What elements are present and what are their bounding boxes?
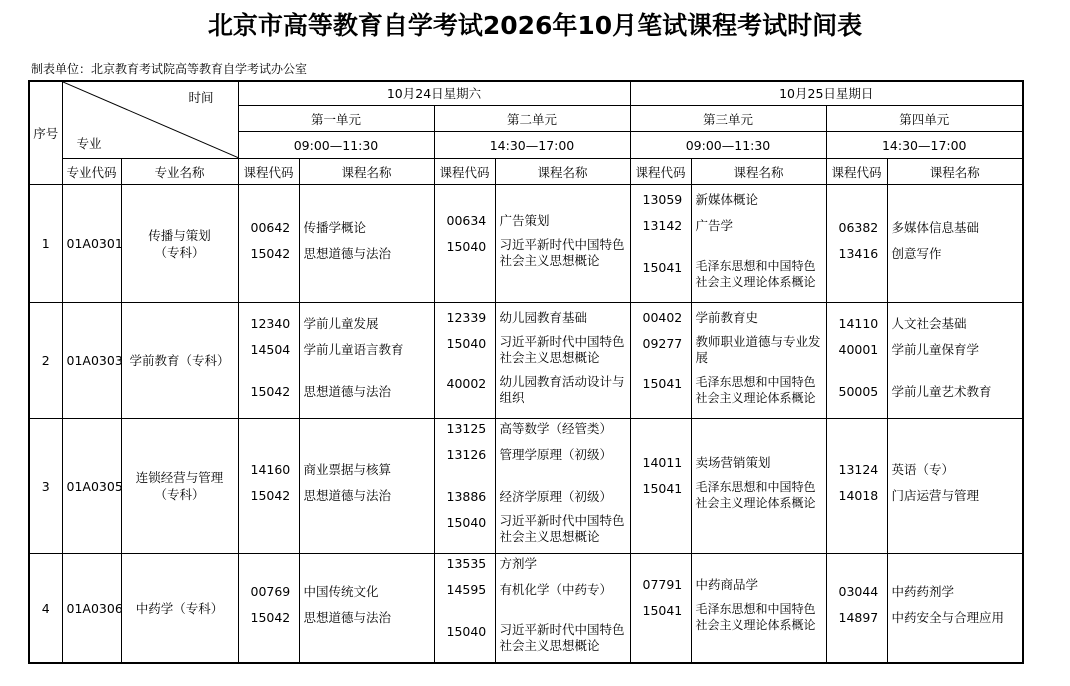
course-code: 13886 (446, 489, 487, 504)
course-code: 09277 (642, 335, 683, 351)
course-code: 14160 (250, 462, 291, 477)
course-code: 15041 (642, 375, 683, 391)
course-code-cell (434, 303, 495, 419)
course-name: 习近平新时代中国特色社会主义思想概论 (499, 513, 625, 544)
time-label: 时间 (188, 90, 214, 105)
course-name: 学前儿童语言教育 (303, 341, 404, 357)
course-name: 新媒体概论 (695, 191, 759, 207)
course-code: 00402 (642, 309, 683, 325)
course-name-cell (495, 554, 630, 664)
course-code-cell (434, 554, 495, 664)
course-name: 经济学原理（初级） (499, 489, 613, 504)
table-row (29, 554, 1023, 664)
course-code: 14110 (838, 315, 879, 331)
day2-header: 10月25日星期日 (630, 81, 1023, 105)
course-code: 00634 (446, 212, 487, 228)
course-code: 13059 (642, 191, 683, 207)
course-code: 06382 (838, 219, 879, 235)
course-name: 毛泽东思想和中国特色社会主义理论体系概论 (695, 258, 816, 289)
seq-header: 序号 (29, 81, 62, 185)
course-name: 毛泽东思想和中国特色社会主义理论体系概论 (695, 602, 816, 632)
course-name-cell (691, 554, 826, 664)
course-code-header: 课程代码 (826, 159, 887, 185)
course-name: 幼儿园教育活动设计与组织 (499, 373, 625, 405)
course-name-header: 课程名称 (299, 159, 434, 185)
course-name: 门店运营与管理 (891, 488, 980, 503)
issuer-line: 制表单位：北京教育考试院高等教育自学考试办公室 (31, 62, 308, 76)
course-name: 学前儿童艺术教育 (891, 383, 992, 399)
course-name: 毛泽东思想和中国特色社会主义理论体系概论 (695, 480, 816, 510)
course-name: 中药安全与合理应用 (891, 610, 1005, 625)
course-name: 中国传统文化 (303, 584, 379, 599)
course-name: 毛泽东思想和中国特色社会主义理论体系概论 (695, 374, 816, 405)
course-name-cell (299, 554, 434, 664)
course-code: 14011 (642, 455, 683, 470)
page-title: 北京市高等教育自学考试2026年10月笔试课程考试时间表 (207, 11, 863, 40)
major-name: 连锁经营与管理 （专科） (121, 419, 238, 554)
unit1-time: 09:00—11:30 (238, 132, 434, 159)
course-code-cell (826, 303, 887, 419)
course-name: 传播学概论 (303, 219, 367, 235)
course-code-cell (630, 554, 691, 664)
course-code-cell (238, 419, 299, 554)
major-code: 01A0305 (62, 419, 121, 554)
course-name-cell (887, 185, 1023, 303)
course-name-cell (691, 185, 826, 303)
course-name: 商业票据与核算 (303, 462, 392, 477)
day1-header: 10月24日星期六 (238, 81, 630, 105)
course-name: 思想道德与法治 (303, 488, 392, 503)
course-code-cell (826, 554, 887, 664)
major-code: 01A0301 (62, 185, 121, 303)
course-name: 学前儿童保育学 (891, 341, 980, 357)
course-name: 习近平新时代中国特色社会主义思想概论 (499, 333, 625, 365)
course-code: 00769 (250, 584, 291, 599)
course-name-header: 课程名称 (495, 159, 630, 185)
course-code: 15042 (250, 383, 291, 399)
course-code: 50005 (838, 383, 879, 399)
course-name-cell (495, 185, 630, 303)
course-code-cell (826, 419, 887, 554)
course-code: 14897 (838, 610, 879, 625)
course-name: 教师职业道德与专业发展 (695, 333, 821, 365)
course-name: 学前儿童发展 (303, 315, 379, 331)
course-name-header: 课程名称 (691, 159, 826, 185)
course-code: 15041 (642, 481, 683, 496)
row-seq: 3 (29, 419, 62, 554)
course-code: 13124 (838, 462, 879, 477)
course-code-cell (630, 303, 691, 419)
major-code-header: 专业代码 (62, 159, 121, 185)
course-code: 15040 (446, 624, 487, 639)
course-code: 13535 (446, 556, 487, 571)
course-code-cell (434, 419, 495, 554)
row-seq: 2 (29, 303, 62, 419)
course-code: 13416 (838, 245, 879, 261)
unit2-name: 第二单元 (434, 105, 630, 132)
course-name: 思想道德与法治 (303, 245, 392, 261)
course-name: 卖场营销策划 (695, 455, 771, 470)
course-code-cell (238, 303, 299, 419)
course-code: 15041 (642, 259, 683, 275)
major-code: 01A0303 (62, 303, 121, 419)
course-code: 13125 (446, 421, 487, 436)
unit3-time: 09:00—11:30 (630, 132, 826, 159)
course-name: 广告策划 (499, 212, 550, 228)
course-code-cell (238, 554, 299, 664)
course-code: 40002 (446, 375, 487, 391)
course-name: 创意写作 (891, 245, 942, 261)
course-code: 15041 (642, 603, 683, 618)
course-name: 高等数学（经管类） (499, 421, 613, 436)
major-name: 中药学（专科） (121, 554, 238, 664)
unit1-name: 第一单元 (238, 105, 434, 132)
course-name-cell (691, 303, 826, 419)
course-code: 12340 (250, 315, 291, 331)
major-code: 01A0306 (62, 554, 121, 664)
course-code: 12339 (446, 309, 487, 325)
course-name: 习近平新时代中国特色社会主义思想概论 (499, 236, 625, 268)
course-name: 中药药剂学 (891, 584, 955, 599)
course-name-cell (299, 303, 434, 419)
course-name: 方剂学 (499, 556, 538, 571)
course-code: 15040 (446, 515, 487, 530)
exam-schedule-table (28, 80, 1024, 664)
course-code: 14504 (250, 341, 291, 357)
major-name: 学前教育（专科） (121, 303, 238, 419)
diagonal-header (62, 81, 238, 159)
course-name-cell (495, 419, 630, 554)
course-code: 03044 (838, 584, 879, 599)
course-name: 管理学原理（初级） (499, 447, 613, 462)
course-name-header: 课程名称 (887, 159, 1023, 185)
course-code: 15040 (446, 238, 487, 254)
course-code: 15042 (250, 610, 291, 625)
course-code: 07791 (642, 577, 683, 592)
course-name: 思想道德与法治 (303, 383, 392, 399)
unit4-time: 14:30—17:00 (826, 132, 1023, 159)
course-code: 00642 (250, 219, 291, 235)
course-name-cell (495, 303, 630, 419)
course-code-header: 课程代码 (434, 159, 495, 185)
unit2-time: 14:30—17:00 (434, 132, 630, 159)
course-name: 英语（专） (891, 462, 955, 477)
course-name: 习近平新时代中国特色社会主义思想概论 (499, 622, 625, 653)
course-code: 40001 (838, 341, 879, 357)
unit3-name: 第三单元 (630, 105, 826, 132)
course-code-cell (238, 185, 299, 303)
table-row (29, 419, 1023, 554)
unit4-name: 第四单元 (826, 105, 1023, 132)
course-code-header: 课程代码 (238, 159, 299, 185)
course-name-cell (299, 185, 434, 303)
course-name: 广告学 (695, 217, 734, 233)
course-code-cell (630, 185, 691, 303)
major-name: 传播与策划 （专科） (121, 185, 238, 303)
course-name-cell (691, 419, 826, 554)
course-name: 幼儿园教育基础 (499, 309, 588, 325)
course-name: 中药商品学 (695, 577, 759, 592)
course-code-cell (434, 185, 495, 303)
course-code: 14018 (838, 488, 879, 503)
course-name-cell (887, 419, 1023, 554)
course-code: 13142 (642, 217, 683, 233)
row-seq: 4 (29, 554, 62, 664)
row-seq: 1 (29, 185, 62, 303)
course-code: 13126 (446, 447, 487, 462)
course-code-header: 课程代码 (630, 159, 691, 185)
table-row (29, 303, 1023, 419)
course-name: 思想道德与法治 (303, 610, 392, 625)
course-name-cell (887, 303, 1023, 419)
table-row (29, 185, 1023, 303)
major-name-header: 专业名称 (121, 159, 238, 185)
course-name: 学前教育史 (695, 309, 759, 325)
course-name: 多媒体信息基础 (891, 219, 980, 235)
course-code: 14595 (446, 582, 487, 597)
course-name-cell (299, 419, 434, 554)
course-name: 有机化学（中药专） (499, 582, 613, 597)
course-name: 人文社会基础 (891, 315, 967, 331)
course-code: 15040 (446, 335, 487, 351)
course-code: 15042 (250, 488, 291, 503)
course-code-cell (630, 419, 691, 554)
course-code: 15042 (250, 245, 291, 261)
course-name-cell (887, 554, 1023, 664)
major-label: 专业 (76, 136, 102, 151)
course-code-cell (826, 185, 887, 303)
